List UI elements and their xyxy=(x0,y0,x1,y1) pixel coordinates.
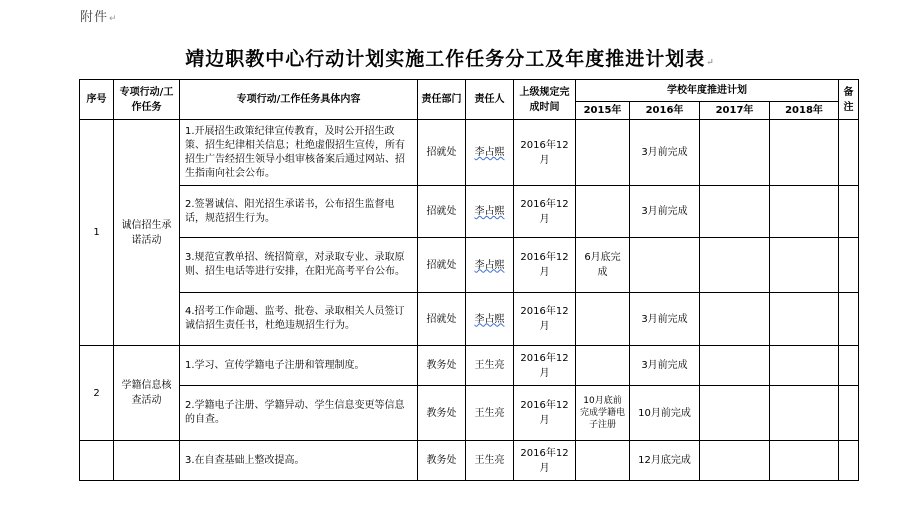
cell-item: 学籍信息核查活动 xyxy=(114,346,180,441)
cell-2015: 6月底完成 xyxy=(576,238,630,293)
cell-deadline: 2016年12月 xyxy=(514,386,576,441)
table-row xyxy=(80,293,859,346)
col-header-2016: 2016年 xyxy=(630,102,700,120)
cell-2016: 3月前完成 xyxy=(630,186,700,238)
cell-deadline: 2016年12月 xyxy=(514,238,576,293)
cell-2015: 10月底前完成学籍电子注册 xyxy=(576,386,630,441)
task-table-container xyxy=(79,79,859,481)
cell-2015 xyxy=(576,120,630,186)
cell-no: 2 xyxy=(80,346,114,441)
col-header-note: 备注 xyxy=(839,80,859,120)
cell-content: 2.学籍电子注册、学籍异动、学生信息变更等信息的自查。 xyxy=(180,386,418,441)
title-text: 靖边职教中心行动计划实施工作任务分工及年度推进计划表 xyxy=(185,48,706,70)
cell-2017 xyxy=(700,186,770,238)
task-table xyxy=(79,79,859,481)
cell-2016: 3月前完成 xyxy=(630,120,700,186)
cell-note xyxy=(839,441,859,481)
cell-no xyxy=(80,441,114,481)
cell-content: 3.规范宣教单招、统招简章，对录取专业、录取原则、招生电话等进行安排，在阳光高考平台公布。 xyxy=(180,238,418,293)
col-header-2018: 2018年 xyxy=(770,102,839,120)
attachment-text: 附件 xyxy=(80,10,109,25)
cell-person: 李占熙 xyxy=(466,186,514,238)
col-header-no: 序号 xyxy=(80,80,114,120)
cell-2016: 3月前完成 xyxy=(630,346,700,386)
cell-2015 xyxy=(576,186,630,238)
cell-dept: 招就处 xyxy=(418,293,466,346)
cell-no: 1 xyxy=(80,120,114,346)
cell-2016: 10月前完成 xyxy=(630,386,700,441)
cell-2016 xyxy=(630,238,700,293)
cell-content: 4.招考工作命题、监考、批卷、录取相关人员签订诚信招生责任书，杜绝违规招生行为。 xyxy=(180,293,418,346)
cell-2018 xyxy=(770,186,839,238)
cell-2018 xyxy=(770,238,839,293)
cell-deadline: 2016年12月 xyxy=(514,441,576,481)
cell-dept: 教务处 xyxy=(418,386,466,441)
table-row xyxy=(80,120,859,186)
cell-2017 xyxy=(700,120,770,186)
cell-dept: 招就处 xyxy=(418,120,466,186)
cell-deadline: 2016年12月 xyxy=(514,120,576,186)
cell-2018 xyxy=(770,346,839,386)
paragraph-mark-icon: ↵ xyxy=(706,58,715,68)
cell-2017 xyxy=(700,386,770,441)
cell-2015 xyxy=(576,346,630,386)
col-header-2015: 2015年 xyxy=(576,102,630,120)
col-header-person: 责任人 xyxy=(466,80,514,120)
col-header-dept: 责任部门 xyxy=(418,80,466,120)
col-header-deadline: 上级规定完成时间 xyxy=(514,80,576,120)
cell-2017 xyxy=(700,441,770,481)
cell-deadline: 2016年12月 xyxy=(514,346,576,386)
cell-2017 xyxy=(700,293,770,346)
col-header-plan: 学校年度推进计划 xyxy=(576,80,839,102)
cell-dept: 招就处 xyxy=(418,238,466,293)
cell-person: 王生亮 xyxy=(466,386,514,441)
cell-2015 xyxy=(576,441,630,481)
cell-deadline: 2016年12月 xyxy=(514,186,576,238)
cell-content: 1.学习、宣传学籍电子注册和管理制度。 xyxy=(180,346,418,386)
cell-2015 xyxy=(576,293,630,346)
cell-note xyxy=(839,293,859,346)
cell-person: 王生亮 xyxy=(466,346,514,386)
cell-2018 xyxy=(770,293,839,346)
cell-note xyxy=(839,346,859,386)
paragraph-mark-icon: ↵ xyxy=(109,14,118,24)
col-header-item: 专项行动/工作任务 xyxy=(114,80,180,120)
cell-2018 xyxy=(770,441,839,481)
cell-person: 李占熙 xyxy=(466,293,514,346)
cell-note xyxy=(839,186,859,238)
table-row xyxy=(80,186,859,238)
table-row xyxy=(80,441,859,481)
cell-2016: 3月前完成 xyxy=(630,293,700,346)
cell-note xyxy=(839,386,859,441)
cell-item: 诚信招生承诺活动 xyxy=(114,120,180,346)
cell-note xyxy=(839,238,859,293)
cell-content: 3.在自查基础上整改提高。 xyxy=(180,441,418,481)
cell-2016: 12月底完成 xyxy=(630,441,700,481)
cell-2018 xyxy=(770,120,839,186)
cell-item xyxy=(114,441,180,481)
attachment-label xyxy=(80,6,118,25)
table-row xyxy=(80,386,859,441)
table-row xyxy=(80,238,859,293)
cell-dept: 教务处 xyxy=(418,441,466,481)
cell-2017 xyxy=(700,346,770,386)
cell-deadline: 2016年12月 xyxy=(514,293,576,346)
col-header-2017: 2017年 xyxy=(700,102,770,120)
cell-dept: 教务处 xyxy=(418,346,466,386)
document-title xyxy=(0,44,900,71)
col-header-content: 专项行动/工作任务具体内容 xyxy=(180,80,418,120)
cell-person: 李占熙 xyxy=(466,238,514,293)
cell-content: 2.签署诚信、阳光招生承诺书，公布招生监督电话，规范招生行为。 xyxy=(180,186,418,238)
cell-person: 王生亮 xyxy=(466,441,514,481)
table-header-row xyxy=(80,80,859,102)
cell-content: 1.开展招生政策纪律宣传教育，及时公开招生政策、招生纪律相关信息；杜绝虚假招生宣传，所有招生广告经招生领导小组审核备案后通过网站、招生指南向社会公布。 xyxy=(180,120,418,186)
cell-2017 xyxy=(700,238,770,293)
table-row xyxy=(80,346,859,386)
cell-dept: 招就处 xyxy=(418,186,466,238)
cell-note xyxy=(839,120,859,186)
cell-2018 xyxy=(770,386,839,441)
cell-person: 李占熙 xyxy=(466,120,514,186)
